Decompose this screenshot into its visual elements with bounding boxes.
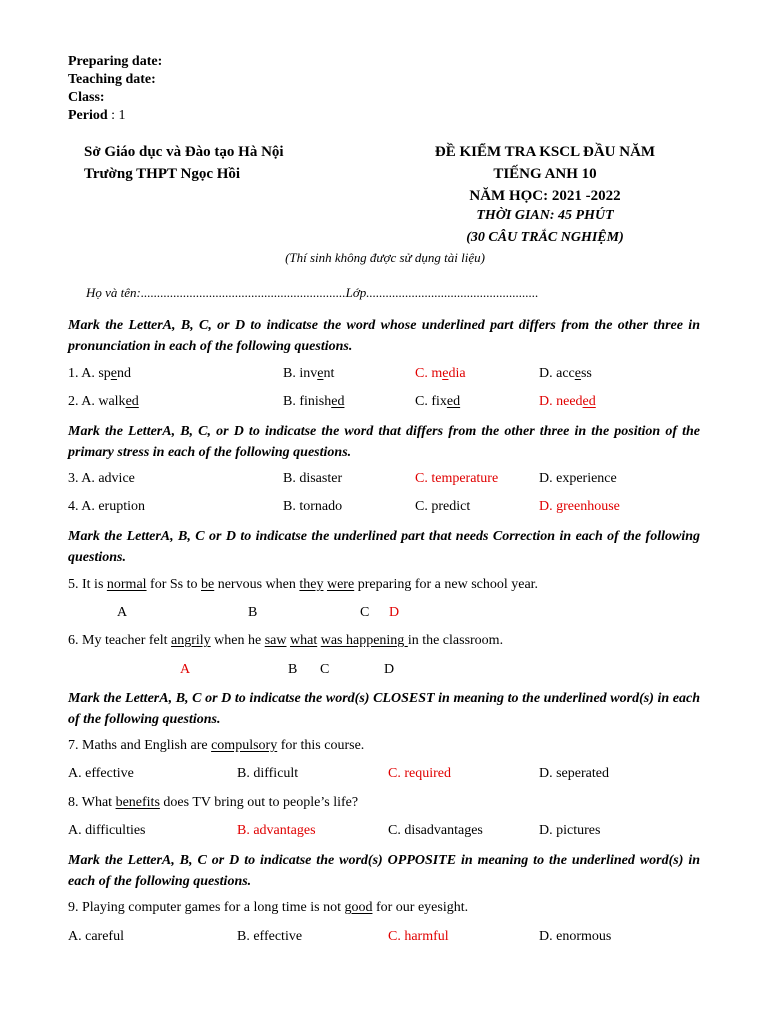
q9-sentence: 9. Playing computer games for a long time is not good for our eyesight. <box>68 900 469 915</box>
department-name: Sở Giáo dục và Đào tạo Hà Nội <box>84 144 284 160</box>
school-name: Trường THPT Ngọc Hồi <box>84 166 241 182</box>
q5-sentence: 5. It is normal for Ss to be nervous when they were preparing for a new school year. <box>68 577 539 592</box>
q4-option-b: B. tornado <box>283 499 343 514</box>
q3-option-b: B. disaster <box>283 471 343 486</box>
q6-label-c: C <box>320 662 330 677</box>
section-instruction: Mark the LetterA, B, C, or D to indicatse the word that differs from the other three in the position of the primary stress in each of the following questions. <box>68 424 700 460</box>
exam-note: (Thí sinh không được sử dụng tài liệu) <box>285 250 485 265</box>
section-instruction: Mark the LetterA, B, C or D to indicatse the word(s) OPPOSITE in meaning to the underlined word(s) in each of the following questions. <box>68 853 700 889</box>
q5-label-a: A <box>117 605 128 620</box>
section-instruction: Mark the LetterA, B, C or D to indicatse the word(s) CLOSEST in meaning to the underlined word(s) in each of the following questions. <box>68 691 700 727</box>
q1-option-a: 1. A. spend <box>68 366 132 381</box>
q8-option-a: A. difficulties <box>68 823 146 838</box>
teaching-date-label: Teaching date: <box>68 72 156 87</box>
q8-sentence: 8. What benefits does TV bring out to people’s life? <box>68 795 359 810</box>
q6-sentence: 6. My teacher felt angrily when he saw what was happening in the classroom. <box>68 633 504 648</box>
student-class-field: ..................................................... <box>366 285 539 300</box>
q8-option-c: C. disadvantages <box>388 823 483 838</box>
q1-option-d: D. access <box>539 366 592 381</box>
period-line <box>68 108 126 124</box>
q2-option-c: C. fixed <box>415 394 461 409</box>
exam-title: ĐỀ KIỂM TRA KSCL ĐẦU NĂM <box>434 144 656 160</box>
school-year: NĂM HỌC: 2021 -2022 <box>469 188 621 204</box>
q7-option-b: B. difficult <box>237 766 299 781</box>
section-instruction: Mark the LetterA, B, C or D to indicatse the underlined part that needs Correction in each of the following questions. <box>68 529 700 565</box>
q5-label-c: C <box>360 605 370 620</box>
q3-option-c: C. temperature <box>415 471 499 486</box>
q7-sentence: 7. Maths and English are compulsory for this course. <box>68 738 365 753</box>
q6-label-b: B <box>288 662 298 677</box>
student-name-label: Họ và tên: <box>86 285 141 300</box>
q1-option-b: B. invent <box>283 366 335 381</box>
q4-option-a: 4. A. eruption <box>68 499 145 514</box>
preparing-date-label: Preparing date: <box>68 54 163 69</box>
q9-option-b: B. effective <box>237 929 303 944</box>
q3-option-d: D. experience <box>539 471 617 486</box>
q2-option-d: D. needed <box>539 394 596 409</box>
q9-option-c: C. harmful <box>388 929 449 944</box>
q3-option-a: 3. A. advice <box>68 471 135 486</box>
q7-option-a: A. effective <box>68 766 134 781</box>
exam-duration: THỜI GIAN: 45 PHÚT <box>476 208 614 223</box>
q2-option-a: 2. A. walked <box>68 394 139 409</box>
exam-subject: TIẾNG ANH 10 <box>493 166 597 182</box>
q4-option-d: D. greenhouse <box>539 499 620 514</box>
period-value: : 1 <box>111 108 126 123</box>
q8-option-d: D. pictures <box>539 823 601 838</box>
student-name-field: ............................................................... <box>140 285 346 300</box>
period-label: Period <box>68 108 108 123</box>
class-label: Class: <box>68 90 105 105</box>
q1-option-c: C. media <box>415 366 466 381</box>
q5-label-d: D <box>389 605 400 620</box>
q9-option-d: D. enormous <box>539 929 612 944</box>
student-class-label: Lớp <box>345 285 367 300</box>
q6-label-a: A <box>180 662 191 677</box>
q5-label-b: B <box>248 605 258 620</box>
q4-option-c: C. predict <box>415 499 471 514</box>
q9-option-a: A. careful <box>68 929 124 944</box>
q6-label-d: D <box>384 662 395 677</box>
q7-option-c: C. required <box>388 766 451 781</box>
q8-option-b: B. advantages <box>237 823 316 838</box>
section-instruction: Mark the LetterA, B, C, or D to indicatse the word whose underlined part differs from the other three in pronunciation in each of the following questions. <box>68 318 700 354</box>
question-count: (30 CÂU TRẮC NGHIỆM) <box>466 230 624 245</box>
q2-option-b: B. finished <box>283 394 345 409</box>
student-info-line <box>86 285 539 301</box>
q7-option-d: D. seperated <box>539 766 609 781</box>
